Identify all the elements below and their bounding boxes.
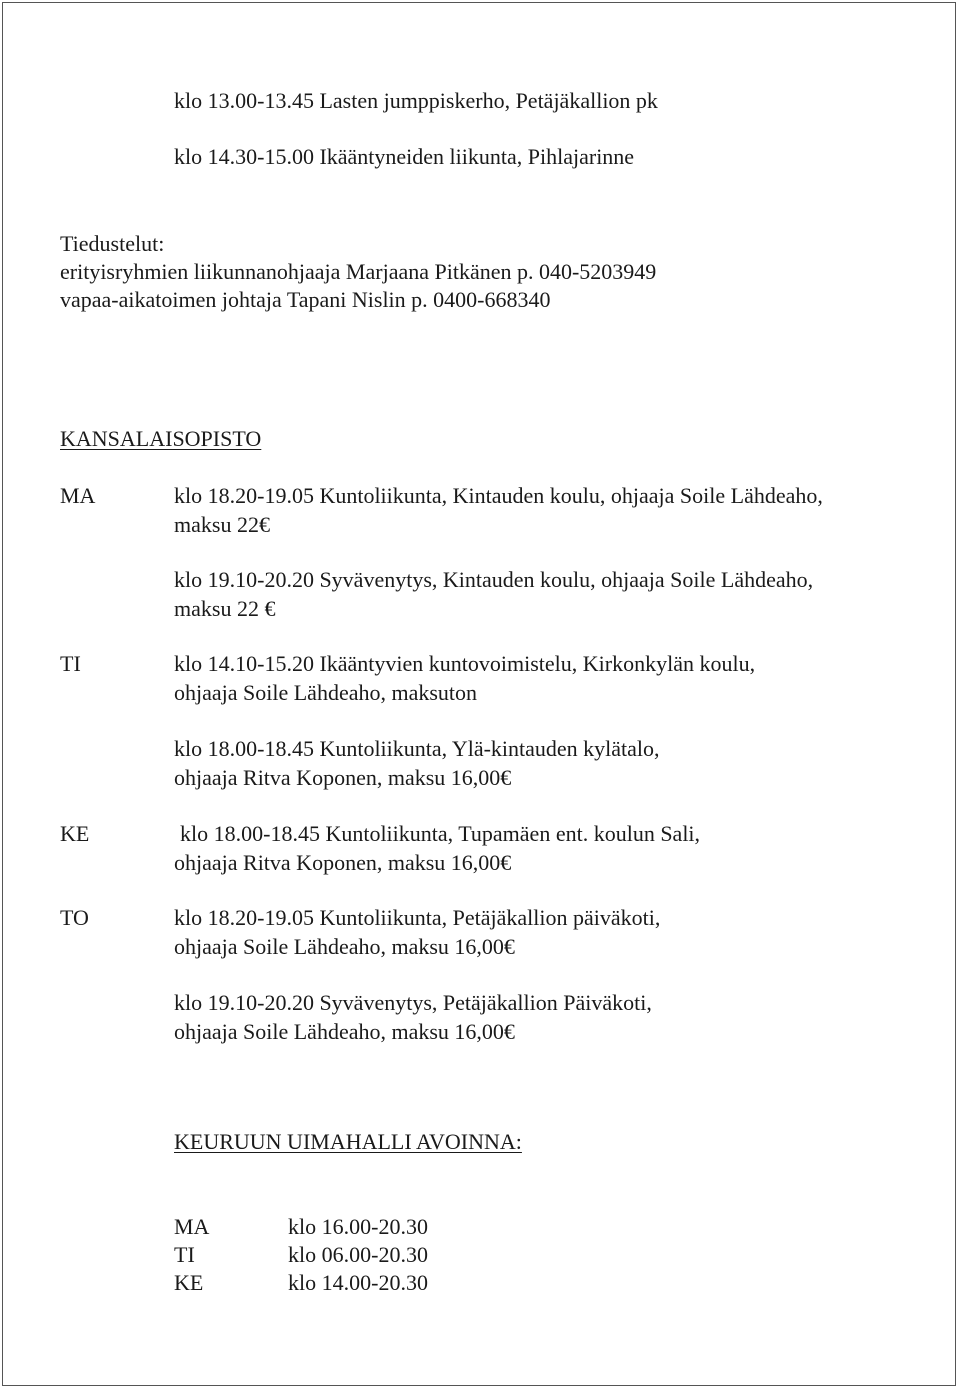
course-detail: ohjaaja Soile Lähdeaho, maksu 16,00€ [174,934,515,959]
day-label-ma: MA [60,483,96,508]
course-detail: ohjaaja Ritva Koponen, maksu 16,00€ [174,765,512,790]
course-detail: maksu 22 € [174,596,276,621]
page-border [2,2,956,1386]
inquiries-heading: Tiedustelut: [60,231,165,256]
hours-value: klo 06.00-20.30 [288,1242,428,1267]
course-line: klo 14.10-15.20 Ikääntyvien kuntovoimistelu, Kirkonkylän koulu, [174,651,756,676]
course-line: klo 19.10-20.20 Syvävenytys, Kintauden koulu, ohjaaja Soile Lähdeaho, [174,567,814,592]
hours-day: TI [174,1242,195,1267]
course-line: klo 19.10-20.20 Syvävenytys, Petäjäkallion Päiväkoti, [174,990,652,1015]
schedule-line: klo 14.30-15.00 Ikääntyneiden liikunta, Pihlajarinne [174,144,635,169]
course-line: klo 18.20-19.05 Kuntoliikunta, Kintauden koulu, ohjaaja Soile Lähdeaho, [174,483,823,508]
hours-value: klo 14.00-20.30 [288,1270,428,1295]
day-label-ke: KE [60,821,90,846]
course-detail: maksu 22€ [174,512,270,537]
contact-line: erityisryhmien liikunnanohjaaja Marjaana Pitkänen p. 040-5203949 [60,259,657,284]
course-detail: ohjaaja Soile Lähdeaho, maksu 16,00€ [174,1019,515,1044]
hours-day: MA [174,1214,210,1239]
hours-day: KE [174,1270,204,1295]
course-line: klo 18.00-18.45 Kuntoliikunta, Tupamäen ent. koulun Sali, [180,821,701,846]
day-label-to: TO [60,905,89,930]
schedule-line: klo 13.00-13.45 Lasten jumppiskerho, Petäjäkallion pk [174,88,658,113]
day-label-ti: TI [60,651,81,676]
course-line: klo 18.20-19.05 Kuntoliikunta, Petäjäkallion päiväkoti, [174,905,661,930]
section-title-kansalaisopisto: KANSALAISOPISTO [60,426,262,451]
hours-value: klo 16.00-20.30 [288,1214,428,1239]
contact-line: vapaa-aikatoimen johtaja Tapani Nislin p. 0400-668340 [60,287,551,312]
course-line: klo 18.00-18.45 Kuntoliikunta, Ylä-kintauden kylätalo, [174,736,660,761]
course-detail: ohjaaja Ritva Koponen, maksu 16,00€ [174,850,512,875]
section-title-uimahalli: KEURUUN UIMAHALLI AVOINNA: [174,1129,522,1154]
course-detail: ohjaaja Soile Lähdeaho, maksuton [174,680,478,705]
